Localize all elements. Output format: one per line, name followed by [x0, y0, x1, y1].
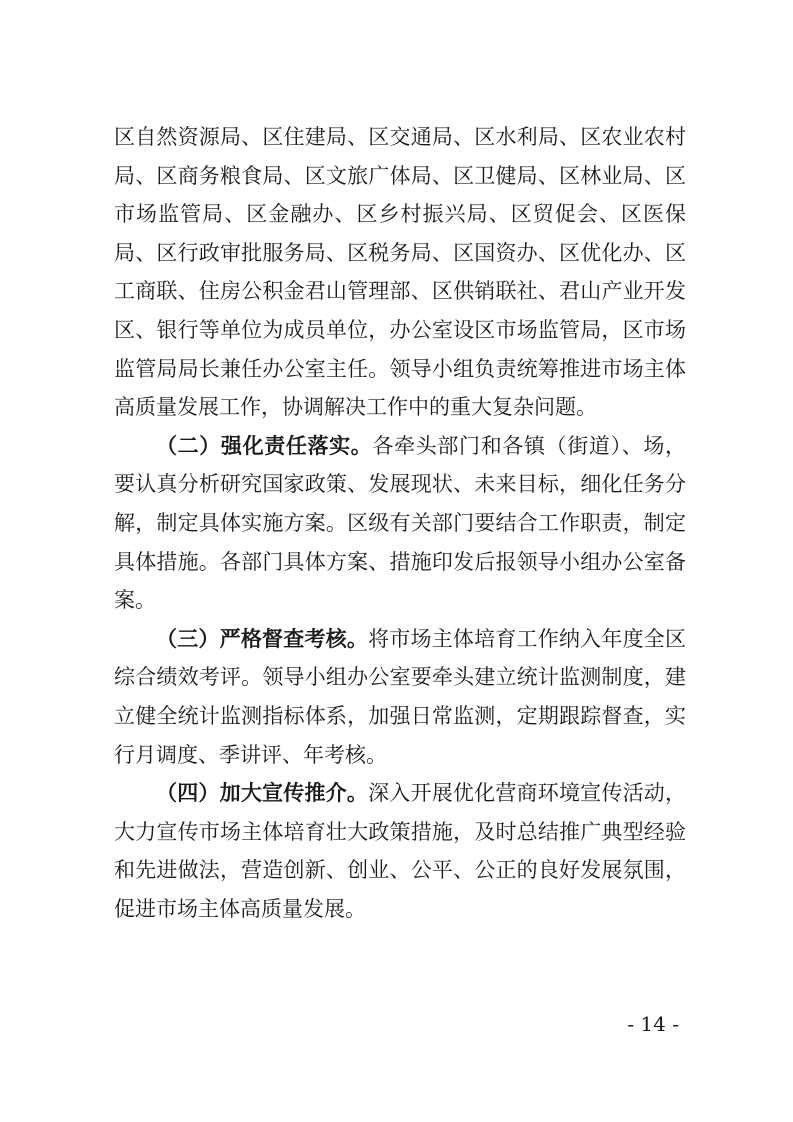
paragraph-supervision — [114, 620, 686, 774]
paragraph-supervision-text: 将市场主体培育工作纳入年度全区综合绩效考评。领导小组办公室要牵头建立统计监测制度，建立健全统计监测指标体系，加强日常监测，定期跟踪督查，实行月调度、季讲评、年考核。 — [114, 626, 687, 767]
paragraph-responsibility-text: 各牵头部门和各镇（街道）、场，要认真分析研究国家政策、发展现状、未来目标，细化任务分解，制定具体实施方案。区级有关部门要结合工作职责，制定具体措施。各部门具体方案、措施印发后报领导小组办公室备案。 — [114, 433, 687, 613]
heading-responsibility: （二）强化责任落实。 — [156, 432, 373, 458]
paragraph-members-text: 区自然资源局、区住建局、区交通局、区水利局、区农业农村局、区商务粮食局、区文旅广体局、区卫健局、区林业局、区市场监管局、区金融办、区乡村振兴局、区贸促会、区医保局、区行政审批服务局、区税务局、区国资办、区优化办、区工商联、住房公积金君山管理部、区供销联社、君山产业开发区、银行等单位为成员单位，办公室设区市场监管局，区市场监管局局长兼任办公室主任。领导小组负责统筹推进市场主体高质量发展工作，协调解决工作中的重大复杂问题。 — [114, 125, 686, 420]
document-body — [114, 118, 686, 928]
heading-publicity: （四）加大宣传推介。 — [156, 780, 369, 806]
heading-supervision: （三）严格督查考核。 — [156, 625, 369, 651]
paragraph-publicity — [114, 774, 686, 928]
paragraph-publicity-text: 深入开展优化营商环境宣传活动，大力宣传市场主体培育壮大政策措施，及时总结推广典型经验和先进做法，营造创新、创业、公平、公正的良好发展氛围，促进市场主体高质量发展。 — [114, 781, 687, 921]
paragraph-responsibility — [114, 427, 686, 620]
page-number: - 14 - — [627, 1012, 679, 1036]
paragraph-members — [114, 118, 686, 427]
